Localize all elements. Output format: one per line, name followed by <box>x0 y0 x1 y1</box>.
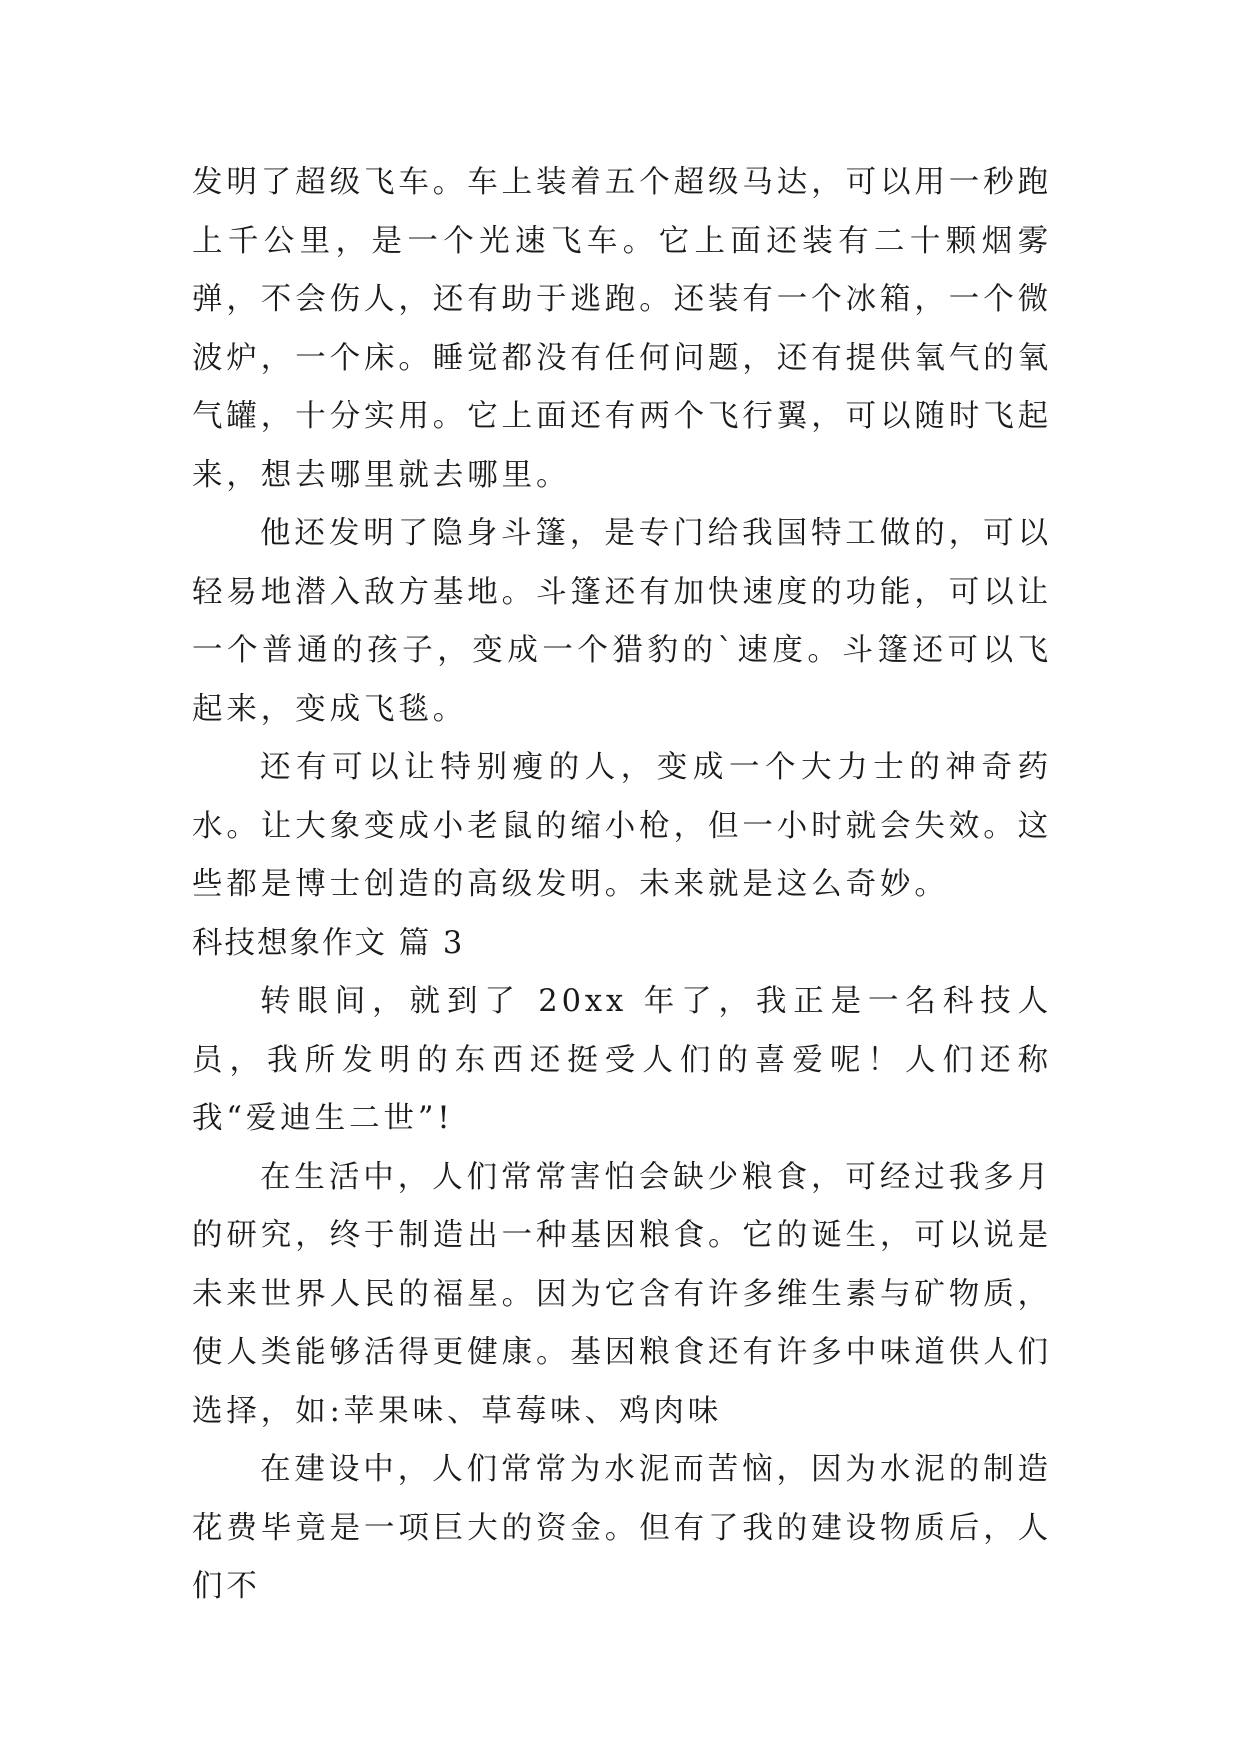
paragraph-tech-person: 转眼间，就到了 20xx 年了，我正是一名科技人员，我所发明的东西还挺受人们的喜爱呢！人们还称我“爱迪生二世”! <box>192 984 1052 1136</box>
paragraph-invisible-cloak: 他还发明了隐身斗篷，是专门给我国特工做的，可以轻易地潜入敌方基地。斗篷还有加快速度的功能，可以让一个普通的孩子，变成一个猎豹的`速度。斗篷还可以飞起来，变成飞毯。 <box>192 516 1052 727</box>
paragraph-gene-grain: 在生活中，人们常常害怕会缺少粮食，可经过我多月的研究，终于制造出一种基因粮食。它的诞生，可以说是未来世界人民的福星。因为它含有许多维生素与矿物质，使人类能够活得更健康。基因粮食还有许多中味道供人们选择，如:苹果味、草莓味、鸡肉味 <box>192 1159 1052 1429</box>
paragraph-magic-potion: 还有可以让特别瘦的人，变成一个大力士的神奇药水。让大象变成小老鼠的缩小枪，但一小时就会失效。这些都是博士创造的高级发明。未来就是这么奇妙。 <box>192 750 1052 902</box>
document-body <box>192 154 1052 1617</box>
paragraph-construction: 在建设中，人们常常为水泥而苦恼，因为水泥的制造花费毕竟是一项巨大的资金。但有了我的建设物质后，人们不 <box>192 1452 1052 1604</box>
essay-heading: 科技想象作文 篇 3 <box>192 925 465 961</box>
paragraph-super-car: 发明了超级飞车。车上装着五个超级马达，可以用一秒跑上千公里，是一个光速飞车。它上面还装有二十颗烟雾弹，不会伤人，还有助于逃跑。还装有一个冰箱，一个微波炉，一个床。睡觉都没有任何问题，还有提供氧气的氧气罐，十分实用。它上面还有两个飞行翼，可以随时飞起来，想去哪里就去哪里。 <box>192 165 1052 493</box>
